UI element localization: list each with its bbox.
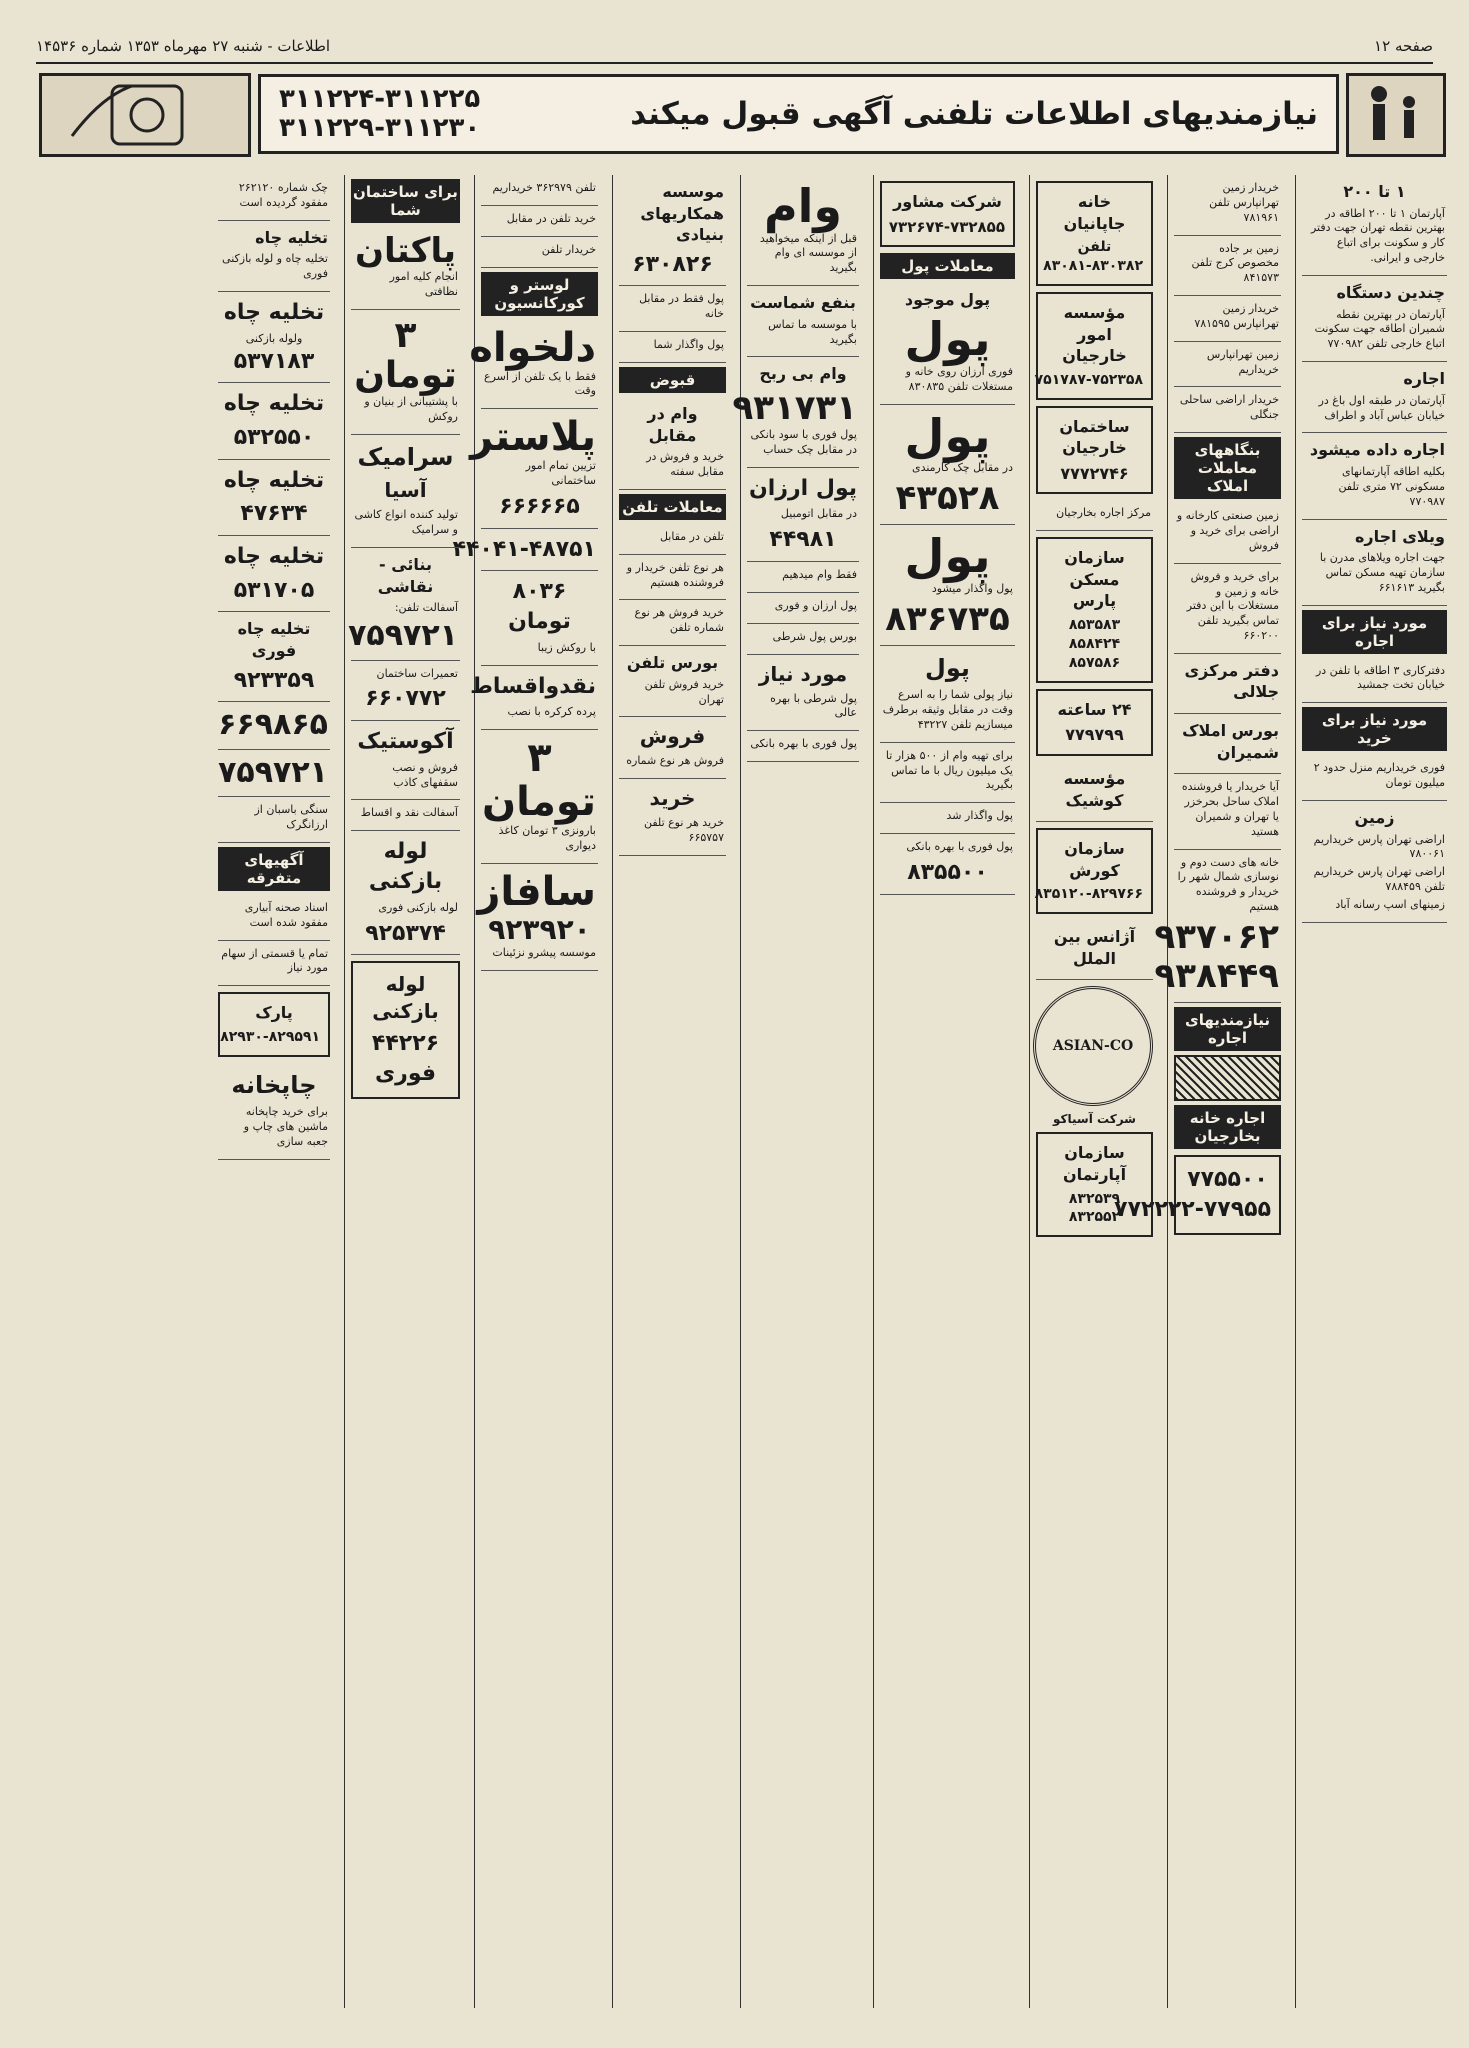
ad-heading: دفتر مرکزی جلالی — [1184, 660, 1279, 702]
ad-text: بکلیه اطاقه آپارتمانهای مسکونی ۷۲ متری تلفن ۷۷۰۹۸۷ — [1338, 464, 1445, 508]
ad-heading: پارک — [255, 1003, 293, 1023]
ad-heading: تخلیه چاه — [223, 543, 325, 569]
ad-heading: لوله بازکنی — [368, 839, 443, 894]
ad-text: پول ارزان و فوری — [774, 598, 857, 612]
classified-ad — [1174, 564, 1281, 654]
classified-ad — [218, 992, 330, 1056]
ad-text: خرید و فروش در مقابل سفته — [646, 450, 724, 479]
ad-text: با پشتیبانی از بنیان و روکش — [364, 395, 458, 424]
ad-heading: سازمان آپارتمان — [1062, 1143, 1127, 1184]
section-header: آگهیهای متفرقه — [218, 847, 330, 891]
classified-ad — [1302, 433, 1447, 519]
classified-ad — [1036, 181, 1153, 286]
classified-ad — [880, 181, 1015, 247]
classified-ad — [880, 283, 1015, 405]
ad-heading: زمین — [1354, 808, 1395, 827]
ad-phone-large: ۶۶۹۸۶۵ — [218, 707, 328, 743]
ad-text: تلفن ۳۶۲۹۷۹ خریداریم — [492, 181, 596, 194]
ad-phone-large: ۷۵۹۷۲۱ — [348, 618, 458, 654]
ad-text: پول واگذار میشود — [931, 581, 1013, 595]
section-header: قبوض — [619, 367, 726, 393]
classified-ad — [348, 548, 460, 661]
ad-text: فروش و نصب سقفهای کاذب — [392, 760, 458, 789]
ad-headline: دلخواه — [469, 324, 596, 371]
classified-ad — [351, 721, 460, 800]
ad-text: پول فوری با بهره بانکی — [750, 737, 857, 751]
classified-ad — [1174, 175, 1281, 236]
classified-ad — [481, 730, 598, 864]
ad-heading: خرید — [649, 786, 696, 811]
ad-text: آپارتمان در بهترین نقطه شمیران اطاقه جهت سکونت اتباع خارجی تلفن ۷۷۰۹۸۲ — [1314, 307, 1445, 351]
column-2 — [1114, 175, 1287, 2008]
ad-phone: ۴۴۲۲۶ فوری — [371, 1031, 440, 1086]
classified-ad — [747, 562, 859, 593]
classified-ad — [1036, 537, 1153, 682]
ad-phone: ۴۴۰۴۱-۴۸۷۵۱ — [452, 536, 596, 562]
ad-text: پول فقط در مقابل خانه — [639, 292, 724, 321]
ad-heading: ۱ تا ۲۰۰ — [1343, 182, 1406, 201]
ad-text: زمین بر جاده مخصوص کرج تلفن ۸۴۱۵۷۳ — [1191, 241, 1279, 285]
classified-ad — [880, 405, 1015, 526]
ad-text: نیاز پولی شما را به اسرع وقت در مقابل وثیقه برطرف میسازیم تلفن ۴۳۲۲۷ — [882, 688, 1013, 731]
ad-text: خرید فروش تلفن تهران — [644, 677, 724, 706]
ad-heading: آسیا — [384, 478, 427, 503]
classified-ad — [880, 834, 1015, 895]
classified-ad — [1174, 774, 1281, 849]
ad-text: فروش هر نوع شماره — [626, 754, 724, 768]
ad-phone: ۶۳۰۸۲۶ — [632, 251, 713, 277]
ad-text: در مقابل اتومبیل — [780, 507, 857, 521]
ad-heading: پول ارزان — [749, 475, 857, 501]
ad-headline: وام — [763, 179, 843, 233]
classified-ad — [1174, 342, 1281, 388]
ad-phone: ۷۷۹۷۹۹ — [1065, 725, 1124, 745]
ad-text: موسسه پیشرو نزئینات — [492, 945, 596, 959]
ad-heading: مورد نیاز — [758, 661, 848, 686]
ad-phone: ۵۳۷۱۸۳ — [233, 348, 315, 374]
ad-text: برای تهیه وام از ۵۰۰ هزار تا یک میلیون ریال با ما تماس بگیرید — [885, 748, 1013, 792]
ad-text: آسفالت نقد و اقساط — [360, 806, 458, 820]
ad-heading: پول موجود — [904, 289, 991, 309]
ad-phone: ۸۳۵۱۲۰-۸۲۹۷۶۶ — [1034, 886, 1143, 903]
classified-ad — [218, 750, 330, 798]
section-header: معاملات پول — [880, 253, 1015, 279]
classified-ad — [351, 961, 460, 1098]
ad-heading: لوله بازکنی — [372, 972, 439, 1024]
classified-ad — [1114, 1155, 1281, 1234]
ad-heading: مؤسسه کوشیک — [1063, 768, 1126, 810]
classified-ad — [747, 655, 859, 732]
ad-text: فوری ارزان روی خانه و مستغلات تلفن ۸۳۰۸۳۵ — [905, 365, 1013, 393]
classified-ad — [619, 524, 726, 555]
ad-headline: پول — [904, 312, 991, 367]
classified-ad — [481, 237, 598, 268]
ad-text: خریدار زمین تهرانپارس تلفن ۷۸۱۹۶۱ — [1209, 181, 1279, 224]
ad-text: خریدار زمین تهرانپارس ۷۸۱۵۹۵ — [1194, 302, 1279, 330]
classified-ad — [1036, 689, 1153, 756]
classified-ad — [619, 175, 726, 286]
ad-text: پول واگذار شد — [946, 809, 1013, 823]
ad-text: ولوله بازکنی — [245, 331, 303, 345]
section-header: نیازمندیهای اجاره — [1174, 1007, 1281, 1051]
classified-ad — [477, 864, 598, 971]
banner-title: نیازمندیهای اطلاعات تلفنی آگهی قبول میکند — [630, 96, 1318, 132]
issue-line: اطلاعات - شنبه ۲۷ مهرماه ۱۳۵۳ شماره ۱۴۵۳۶ — [36, 37, 331, 55]
ad-text: دفترکاری ۳ اطاقه با تلفن در خیابان تخت جمشید — [1315, 663, 1445, 692]
banner-phone-line: ۳۱۱۲۲۹-۳۱۱۲۳۰ — [279, 113, 481, 143]
classified-ad — [481, 175, 598, 206]
classified-ad — [481, 571, 598, 665]
ad-heading: پول — [925, 653, 970, 682]
classified-ad — [1302, 175, 1447, 276]
classified-ad — [1036, 920, 1153, 980]
ad-phone: ۶۶۰۷۷۲ — [365, 686, 446, 712]
ad-phone: ۴۴۹۸۱ — [769, 527, 837, 553]
section-header: بنگاههای معاملات املاک — [1174, 437, 1281, 499]
banner-phones — [279, 85, 480, 142]
ad-heading: سازمان مسکن پارس — [1064, 548, 1125, 611]
ad-heading: ۸۰۳۶ تومان — [508, 579, 571, 634]
ad-text: زمین صنعتی کارخانه و اراضی برای خرید و فروش — [1176, 509, 1279, 552]
classified-ad — [1036, 1132, 1153, 1237]
ad-headline: پول — [904, 529, 991, 584]
ad-phone: ۷۷۷۲۷۴۶ — [1060, 463, 1129, 483]
classified-ad — [619, 779, 726, 856]
classified-ad — [747, 624, 859, 655]
ad-text: خریدار اراضی ساحلی جنگلی — [1179, 393, 1279, 422]
ad-phone-large: ۹۳۸۴۴۹ — [1154, 956, 1279, 997]
section-header: مورد نیاز برای اجاره — [1302, 610, 1447, 654]
classified-ad — [351, 310, 460, 435]
ad-text: بارونزی ۳ تومان کاغذ دیواری — [498, 824, 596, 852]
classified-ad — [1302, 801, 1447, 923]
ad-text: خرید هر نوع تلفن ۶۶۵۷۵۷ — [643, 816, 724, 845]
section-header: برای ساختمان شما — [351, 179, 460, 223]
ad-heading: شرکت مشاور — [893, 192, 1002, 211]
ad-phone: ۸۲۹۳۰-۸۲۹۵۹۱ — [220, 1028, 320, 1045]
ad-text: خرید تلفن در مقابل — [506, 211, 596, 225]
column-3 — [1029, 175, 1159, 2008]
ad-heading: تخلیه چاه — [223, 467, 325, 493]
ad-heading: آژانس بین الملل — [1053, 927, 1136, 968]
classified-ad — [747, 468, 859, 562]
telephone-illustration — [39, 73, 251, 157]
ad-text: پول واگذار شما — [653, 338, 724, 352]
classified-ad — [619, 646, 726, 717]
classified-ad — [351, 661, 460, 722]
ad-phone: ۹۲۵۳۷۴ — [365, 920, 446, 946]
ad-heading: آکوستیک — [357, 729, 454, 755]
classified-ad — [1302, 658, 1447, 704]
classified-ad — [880, 525, 1015, 646]
ad-phone: ۴۷۶۳۴ — [240, 501, 308, 527]
classified-ad — [747, 286, 859, 357]
classified-ad — [619, 555, 726, 601]
classified-ad — [1174, 296, 1281, 342]
classified-ad — [470, 666, 598, 731]
ad-text: برای خرید چاپخانه ماشین های چاپ و جعبه سازی — [243, 1105, 328, 1148]
classified-ad — [218, 612, 330, 702]
ad-phone: تلفن ۸۳۰۳۸۲-۸۳۰۸۱ — [1043, 239, 1143, 275]
ad-text: فقط با یک تلفن از اسرع وقت — [484, 369, 596, 398]
ad-heading: اجاره داده میشود — [1309, 440, 1445, 460]
ad-heading: موسسه همکاریهای بنیادی — [640, 182, 724, 245]
ad-text: خرید فروش هر نوع شماره تلفن — [634, 606, 724, 635]
classified-ad — [619, 717, 726, 779]
classified-ad — [1174, 714, 1281, 774]
page-number: صفحه ۱۲ — [1374, 37, 1433, 55]
ad-heading: وام در مقابل — [647, 404, 698, 445]
classified-ad — [470, 409, 598, 528]
classified-ad — [1302, 520, 1447, 606]
classified-ad — [1174, 236, 1281, 297]
ad-text: هر نوع تلفن خریدار و فروشنده هستیم — [626, 560, 724, 589]
ad-text: اراضی تهران پارس خریداریم تلفن ۷۸۸۴۵۹ — [1313, 865, 1445, 894]
ad-phone-large: ۹۲۳۹۲۰ — [488, 912, 591, 946]
column-5 — [732, 175, 865, 2008]
ad-text: تلفن در مقابل — [659, 529, 724, 543]
ad-heading: چاپخانه — [231, 1070, 317, 1099]
ad-heading: تخلیه چاه فوری — [237, 619, 311, 660]
ad-text: با موسسه ما تماس بگیرید — [768, 317, 857, 346]
classified-ad — [218, 221, 330, 292]
classified-ad — [452, 529, 598, 572]
section-header: لوستر و کورکانسیون — [481, 272, 598, 316]
ad-heading: ۲۴ ساعته — [1057, 699, 1132, 719]
ad-text: جهت اجاره ویلاهای مدرن با سازمان تهیه مسکن تماس بگیرید ۶۶۱۶۱۳ — [1319, 551, 1445, 594]
ad-heading: تخلیه چاه — [255, 227, 328, 247]
ad-heading: اجاره — [1403, 369, 1445, 389]
classified-ad — [218, 460, 330, 536]
classified-ad — [218, 292, 330, 383]
ad-text: اسناد صحنه آبیاری مفقود شده است — [244, 900, 328, 929]
ad-text: فقط وام میدهیم — [782, 568, 857, 581]
ad-phone-large: ۹۳۱۷۳۱ — [732, 388, 857, 428]
ad-text: با روکش زیبا — [537, 640, 596, 654]
section-header: معاملات تلفن — [619, 494, 726, 520]
classified-ad — [218, 797, 330, 843]
ad-text: اراضی تهران پارس خریداریم ۷۸۰۰۶۱ — [1313, 832, 1445, 861]
ad-text: انجام کلیه امور نظافتی — [389, 270, 458, 299]
ad-heading: چندین دستگاه — [1336, 282, 1445, 302]
ad-heading: خانه جاپانیان — [1063, 192, 1126, 233]
asian-co-logo — [1033, 986, 1153, 1106]
classified-ad — [1174, 387, 1281, 433]
classified-ad — [1302, 362, 1447, 433]
ad-heading: ساختمان خارجیان — [1059, 416, 1130, 458]
column-8 — [344, 175, 466, 2008]
classified-ad — [351, 800, 460, 831]
ad-heading: ویلای اجاره — [1354, 526, 1445, 546]
ad-headline: پلاستر — [470, 414, 596, 461]
ad-heading: بورس املاک شمیران — [1182, 721, 1279, 762]
column-9 — [212, 175, 336, 2008]
classified-ad — [619, 286, 726, 332]
classified-ad — [747, 593, 859, 624]
classified-ad — [218, 383, 330, 459]
ad-phone: ۹۲۳۳۵۹ — [233, 667, 315, 693]
logo-text: ASIAN-CO — [1052, 1038, 1134, 1055]
ad-phone: ۶۶۶۶۶۵ — [499, 493, 580, 519]
classified-ad — [1036, 406, 1153, 495]
ad-heading: سرامیک — [357, 442, 454, 471]
classified-ad — [218, 941, 330, 987]
classified-ad — [880, 646, 1015, 743]
classified-ad — [747, 731, 859, 762]
ad-phone: ۵۳۲۵۵۰ — [233, 424, 315, 450]
classified-ad — [619, 332, 726, 363]
ad-heading: فروش — [639, 724, 706, 749]
ad-heading: بنفع شماست — [750, 293, 856, 313]
ad-phone: ۷۵۱۷۸۷-۷۵۲۳۵۸ — [1034, 371, 1143, 388]
masthead — [36, 30, 1433, 64]
ad-headline: پول — [904, 408, 991, 463]
ad-text: پول فوری با بهره بانکی — [906, 840, 1013, 854]
section-header: اجاره خانه بخارجیان — [1174, 1105, 1281, 1149]
classified-ad — [1036, 828, 1153, 914]
ad-text: پول فوری با سود بانکی در مقابل چک حساب — [750, 428, 857, 456]
ad-phone-large: ۷۵۹۷۲۱ — [218, 754, 328, 790]
ad-phone: ۷۳۲۶۷۴-۷۳۲۸۵۵ — [888, 217, 1005, 236]
ad-text: پول شرطی با بهره عالی — [770, 691, 857, 720]
classified-ad — [218, 1063, 330, 1160]
classified-ad — [1302, 755, 1447, 801]
classified-ad — [619, 397, 726, 490]
ad-heading: بورس تلفن — [626, 653, 719, 673]
ad-heading: وام بی ربح — [759, 364, 847, 384]
ad-text: سنگی باسبان از ارزانگرک — [254, 803, 328, 832]
ad-text: آپارتمان در طبقه اول باغ در خیابان عباس آباد و اطراف — [1318, 393, 1445, 422]
ad-heading: سازمان کورش — [1064, 839, 1125, 880]
ad-text: تعمیرات ساختمان — [376, 666, 458, 680]
ad-text: لوله بازکنی فوری — [378, 900, 458, 914]
ad-phone-large: ۸۳۶۷۳۵ — [885, 598, 1010, 639]
ad-phone: ۵۳۱۷۰۵ — [233, 577, 315, 603]
ad-text: خانه های دست دوم و نوسازی شمال شهر را خریدار و فروشنده هستیم — [1177, 855, 1279, 914]
ad-text: تولید کننده انواع کاشی و سرامیک — [354, 508, 458, 537]
ad-text: مرکز اجاره بخارجیان — [1056, 506, 1151, 520]
ad-phone: ۷۷۵۵۰۰ — [1187, 1167, 1268, 1193]
ad-text: آسفالت تلفن: — [394, 601, 458, 615]
family-illustration — [1346, 73, 1446, 157]
classified-ad — [1036, 292, 1153, 400]
classified-ad — [747, 175, 859, 286]
ad-text: شرکت آسیاکو — [1053, 1112, 1136, 1127]
ad-text: قبل از اینکه میخواهید از موسسه ای وام بگیرید — [759, 231, 857, 275]
classified-ad — [1036, 500, 1153, 531]
hatched-ad-box — [1174, 1055, 1281, 1101]
ad-heading: مؤسسه امور خارجیان — [1062, 302, 1127, 366]
classified-ad — [619, 600, 726, 646]
ad-phone-large: ۴۳۵۲۸ — [895, 478, 1000, 519]
ad-text: آپارتمان ۱ تا ۲۰۰ اطاقه در بهترین نقطه تهران جهت دفتر کار و سکونت برای اتباع خارجی و ایرانی. — [1310, 206, 1445, 265]
ad-phone: ۸۵۳۵۸۳ ۸۵۸۴۲۴ ۸۵۷۵۸۶ — [1068, 617, 1121, 671]
ad-text: فوری خریداریم منزل حدود ۲ میلیون تومان — [1313, 761, 1445, 790]
ad-headline: ۳ تومان — [354, 315, 457, 396]
column-7 — [452, 175, 604, 2008]
classified-ad — [218, 895, 330, 941]
classified-ad — [1154, 850, 1281, 1004]
ad-phone: ۸۳۵۵۰۰ — [907, 859, 988, 885]
ad-text: خریدار تلفن — [541, 242, 596, 256]
classified-ad — [481, 206, 598, 237]
section-header: مورد نیاز برای خرید — [1302, 707, 1447, 751]
column-6 — [612, 175, 732, 2008]
ad-heading: تخلیه چاه — [223, 391, 325, 417]
classified-ad — [1174, 654, 1281, 714]
classified-ad — [1302, 276, 1447, 362]
ad-text: بورس پول شرطی — [772, 629, 857, 643]
classified-ad — [880, 743, 1015, 804]
classified-ad — [351, 435, 460, 548]
column-4 — [873, 175, 1021, 2008]
ad-text: تزیین تمام امور ساختمانی — [525, 459, 596, 488]
column-1 — [1295, 175, 1453, 2008]
ad-phone: ۸۳۲۵۳۹ ۸۳۲۵۵۲ — [1068, 1190, 1121, 1226]
ad-headline: ۳ تومان — [481, 735, 596, 826]
ad-text: چک شماره ۲۶۲۱۲۰ مفقود گردیده است — [238, 181, 328, 209]
ad-heading: نقدواقساط — [470, 673, 596, 699]
ad-heading: بنائی - نقاشی — [377, 555, 434, 596]
classified-ad — [351, 831, 460, 955]
classified-ad — [880, 803, 1015, 834]
classified-ad — [469, 320, 598, 410]
classified-ad — [218, 536, 330, 612]
ad-text: زمین تهرانپارس خریداریم — [1206, 347, 1279, 376]
ad-heading: تخلیه چاه — [223, 299, 325, 325]
classifieds-banner — [258, 74, 1339, 154]
ad-phone: ۷۷۲۲۲۲-۷۷۹۵۵ — [1114, 1196, 1271, 1222]
classified-ad — [1174, 503, 1281, 564]
ad-text: تخلیه چاه و لوله بازکنی فوری — [222, 252, 328, 281]
ad-phone-large: ۹۳۷۰۶۲ — [1154, 917, 1279, 957]
ad-text: زمینهای اسپ رسانه آباد — [1335, 897, 1445, 911]
banner-phone-line: ۳۱۱۲۲۴-۳۱۱۲۲۵ — [279, 84, 481, 115]
classified-ad — [218, 702, 330, 750]
ad-text: تمام یا قسمتی از سهام مورد نیاز — [221, 946, 328, 975]
ad-text: آیا خریدار یا فروشنده املاک ساحل بحرخزر یا تهران و شمیران هستید — [1181, 780, 1279, 838]
ad-text: برای خرید و فروش خانه و زمین و مستغلات با این دفتر تماس بگیرید تلفن ۶۶۰۲۰۰ — [1186, 569, 1279, 643]
ad-text: پرده کرکره با نصب — [507, 705, 596, 719]
ad-headline: سافاز — [477, 868, 596, 915]
ad-text: در مقابل چک کارمندی — [911, 461, 1013, 475]
ad-headline: پاکتان — [355, 231, 456, 271]
classified-ad — [732, 357, 859, 467]
classified-ad — [1036, 762, 1153, 822]
classified-ad — [351, 227, 460, 310]
classified-ad — [218, 175, 330, 221]
